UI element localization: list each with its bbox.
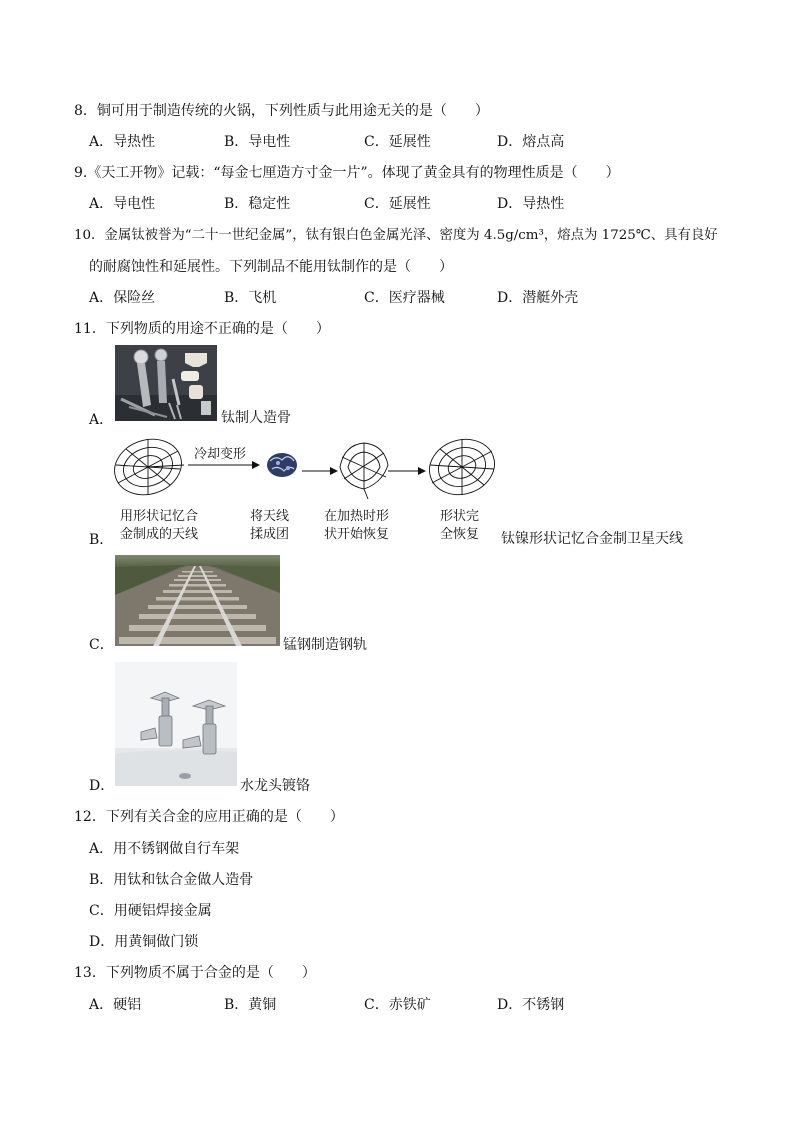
question-12-stem: 12．下列有关合金的应用正确的是（ ） <box>74 809 344 825</box>
q13-option-b: B．黄铜 <box>224 997 277 1013</box>
arrow-label-cooling: 冷却变形 <box>194 447 247 462</box>
antenna-dish-icon <box>112 431 189 503</box>
recovered-antenna-icon <box>422 431 497 503</box>
q9-option-b: B．稳定性 <box>224 196 291 212</box>
titanium-bone-photo <box>115 345 217 421</box>
q9-option-a: A．导电性 <box>89 196 156 212</box>
q13-option-c: C．赤铁矿 <box>364 997 431 1013</box>
step4-caption-line2: 全恢复 <box>440 527 480 542</box>
q12-option-c: C．用硬铝焊接金属 <box>89 903 212 919</box>
question-13-stem: 13．下列物质不属于合金的是（ ） <box>74 965 316 981</box>
q8-option-b: B．导电性 <box>224 134 291 150</box>
step2-caption-line1: 将天线 <box>250 509 290 524</box>
q11-option-a-caption: 钛制人造骨 <box>221 410 291 426</box>
q11-option-c-caption: 锰钢制造钢轨 <box>283 637 367 653</box>
question-8-stem: 8．铜可用于制造传统的火锅，下列性质与此用途无关的是（ ） <box>74 103 489 119</box>
q11-option-d-letter: D． <box>89 778 115 794</box>
q13-option-d: D．不锈钢 <box>497 997 565 1013</box>
q10-option-d: D．潜艇外壳 <box>497 290 579 306</box>
step3-caption-line2: 状开始恢复 <box>324 527 390 542</box>
q11-option-b-caption: 钛镍形状记忆合金制卫星天线 <box>501 531 683 547</box>
q8-option-c: C．延展性 <box>364 134 431 150</box>
q11-option-d-caption: 水龙头镀铬 <box>240 778 310 794</box>
q11-option-a-letter: A． <box>89 412 114 428</box>
question-10-stem-line2: 的耐腐蚀性和延展性。下列制品不能用钛制作的是（ ） <box>89 259 453 275</box>
q9-option-d: D．导热性 <box>497 196 565 212</box>
q10-option-a: A．保险丝 <box>89 290 156 306</box>
step4-caption-line1: 形状完 <box>440 509 480 524</box>
step2-caption-line2: 揉成团 <box>250 527 290 542</box>
railway-track-photo <box>115 555 280 646</box>
q10-option-c: C．医疗器械 <box>364 290 445 306</box>
recovering-antenna-icon <box>340 443 388 499</box>
shape-memory-antenna-diagram <box>112 427 497 549</box>
question-10-stem-line1: 10．金属钛被誉为“二十一世纪金属”，钛有银白色金属光泽、密度为 4.5g/cm³，熔点为 1725℃、具有良好 <box>74 228 718 243</box>
step3-caption-line1: 在加热时形 <box>324 509 390 524</box>
q13-option-a: A．硬铝 <box>89 997 142 1013</box>
q11-option-b-letter: B． <box>89 532 114 548</box>
step1-caption-line2: 金制成的天线 <box>120 527 199 542</box>
q9-option-c: C．延展性 <box>364 196 431 212</box>
q12-option-d: D．用黄铜做门锁 <box>89 934 199 950</box>
question-9-stem: 9.《天工开物》记载：“每金七厘造方寸金一片”。体现了黄金具有的物理性质是（ ） <box>74 165 620 181</box>
chrome-faucet-photo <box>115 662 237 786</box>
step1-caption-line1: 用形状记忆合 <box>120 509 199 524</box>
question-11-stem: 11．下列物质的用途不正确的是（ ） <box>74 321 330 337</box>
q11-option-c-letter: C． <box>89 637 114 653</box>
q8-option-d: D．熔点高 <box>497 134 565 150</box>
q10-option-b: B．飞机 <box>224 290 277 306</box>
q12-option-a: A．用不锈钢做自行车架 <box>89 841 240 857</box>
q8-option-a: A．导热性 <box>89 134 156 150</box>
crumpled-antenna-icon <box>267 453 297 477</box>
q12-option-b: B．用钛和钛合金做人造骨 <box>89 872 254 888</box>
